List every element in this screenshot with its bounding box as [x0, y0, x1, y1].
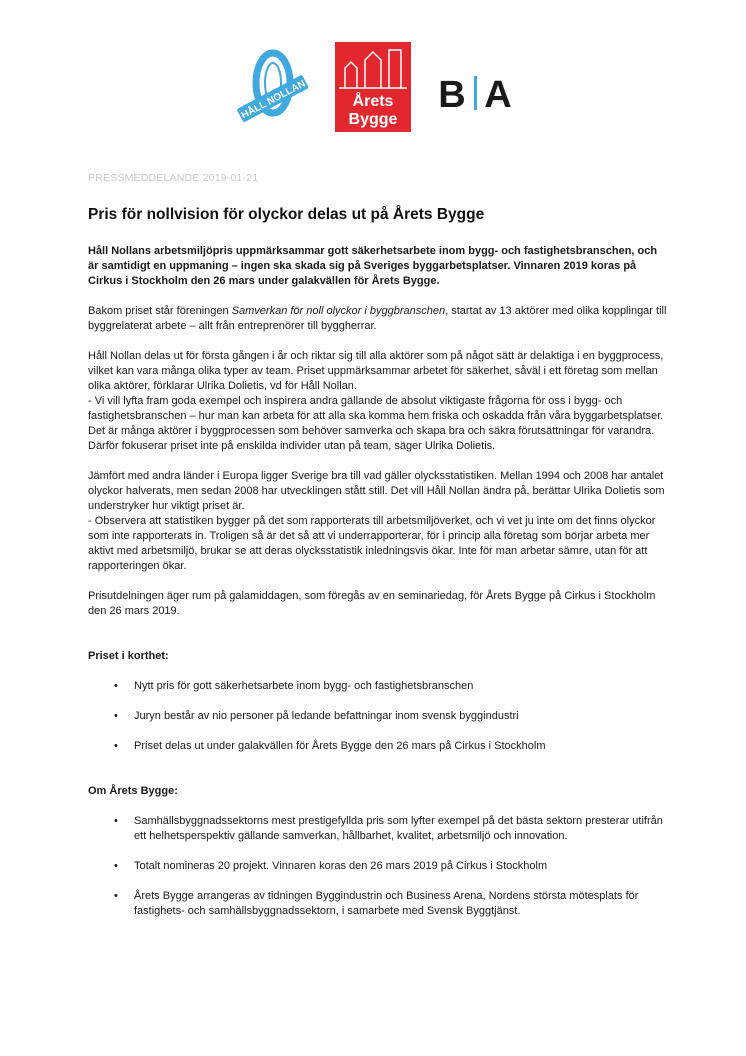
business-arena-logo	[438, 72, 518, 112]
logo-bar	[0, 42, 746, 132]
paragraph-statistics	[88, 469, 668, 574]
business-arena-logo-b: B	[438, 74, 466, 112]
press-release-date: PRESSMEDDELANDE 2019-01-21	[88, 172, 259, 184]
section-heading-prize: Priset i korthet:	[88, 650, 169, 662]
arets-bygge-logo-line1: Årets	[352, 93, 394, 110]
lead-paragraph: Håll Nollans arbetsmiljöpris uppmärksammar gott säkerhetsarbete inom bygg- och fastighetsbranschen, och är samtidigt en uppmaning – ingen ska skada sig på Sveriges byggarbetsplatser. Vinnaren 2019 koras på Cirkus i Stockholm den 26 mars under galakvällen för Årets Bygge.	[88, 245, 658, 287]
arets-bygge-bullet-list	[88, 814, 668, 919]
arets-bygge-logo-line2: Bygge	[348, 111, 398, 128]
paragraph-ceremony: Prisutdelningen äger rum på galamiddagen, som föregås av en seminariedag, för Årets Bygge på Cirkus i Stockholm den 26 mars 2019.	[88, 590, 656, 617]
page-title: Pris för nollvision för olyckor delas ut på Årets Bygge	[88, 206, 485, 223]
quote-dolietis-1: - Vi vill lyfta fram goda exempel och inspirera andra gällande de absolut viktigaste frågorna för oss i bygg- och fastighetsbranschen – hur man kan arbeta för att alla ska komma hem friska och oskadda från våra byggarbetsplatser. Det är många aktörer i byggprocessen som behöver samverka och skapa bra och säkra förutsättningar för varandra. Därför fokuserar priset inte på enskilda individer utan på team, säger Ulrika Dolietis.	[88, 395, 664, 452]
business-arena-logo-a: A	[484, 74, 512, 112]
paragraph-association-before: Bakom priset står föreningen	[88, 305, 232, 317]
list-item: • Nytt pris för gott säkerhetsarbete inom bygg- och fastighetsbranschen	[88, 679, 668, 694]
paragraph-prize-intro-text: Håll Nollan delas ut för första gången i år och riktar sig till alla aktörer som på något sätt är delaktiga i en byggprocess, vilket kan vara många olika typer av team. Priset uppmärksammar arbetet för säkerhet, såväl i ett företag som mellan olika aktörer, förklarar Ulrika Dolietis, vd för Håll Nollan.	[88, 350, 664, 392]
list-item: • Priset delas ut under galakvällen för Årets Bygge den 26 mars på Cirkus i Stockholm	[88, 739, 668, 754]
section-heading-arets-bygge: Om Årets Bygge:	[88, 785, 178, 797]
quote-dolietis-2: - Observera att statistiken bygger på det som rapporterats till arbetsmiljöverket, och vi vet ju inte om det finns olyckor som inte rapporterats in. Troligen så är det så att vi underrapporterar, för i princip alla företag som börjar arbeta mer aktivt med arbetsmiljö, brukar se att deras olycksstatistik inledningsvis ökar. Inte för man arbetar sämre, utan för att rapporteringen ökar.	[88, 515, 656, 572]
arets-bygge-logo	[335, 42, 411, 132]
association-name: Samverkan för noll olyckor i byggbranschen	[231, 305, 446, 317]
list-item: • Juryn består av nio personer på ledande befattningar inom svensk byggindustri	[88, 709, 668, 724]
list-item: • Totalt nomineras 20 projekt. Vinnaren koras den 26 mars 2019 på Cirkus i Stockholm	[88, 859, 668, 874]
paragraph-prize-intro	[88, 349, 668, 454]
list-item: • Årets Bygge arrangeras av tidningen Byggindustrin och Business Arena, Nordens största mötesplats för fastighets- och samhällsbyggnadssektorn, i samarbete med Svensk Byggtjänst.	[88, 889, 668, 919]
hall-nollan-logo-text: HÅLL NOLLAN	[239, 78, 308, 122]
list-item: • Samhällsbyggnadssektorns mest prestigefyllda pris som lyfter exempel på det bästa sektorn presterar utifrån ett helhetsperspektiv gällande samverkan, hållbarhet, kvalitet, arbetsmiljö och innovation.	[88, 814, 668, 844]
paragraph-association	[88, 304, 668, 334]
prize-bullet-list	[88, 679, 668, 754]
paragraph-statistics-text: Jämfört med andra länder i Europa ligger Sverige bra till vad gäller olycksstatistiken. Mellan 1994 och 2008 har antalet olyckor halverats, men sedan 2008 har utvecklingen stått still. Det vill Håll Nollan ändra på, berättar Ulrika Dolietis som understryker hur viktigt priset är.	[88, 470, 665, 512]
paragraph-association-after: , startat av 13 aktörer med olika kopplingar till byggrelaterat arbete – allt från entreprenörer till byggherrar.	[88, 305, 667, 332]
hall-nollan-logo	[232, 47, 314, 129]
article-body	[88, 244, 668, 934]
